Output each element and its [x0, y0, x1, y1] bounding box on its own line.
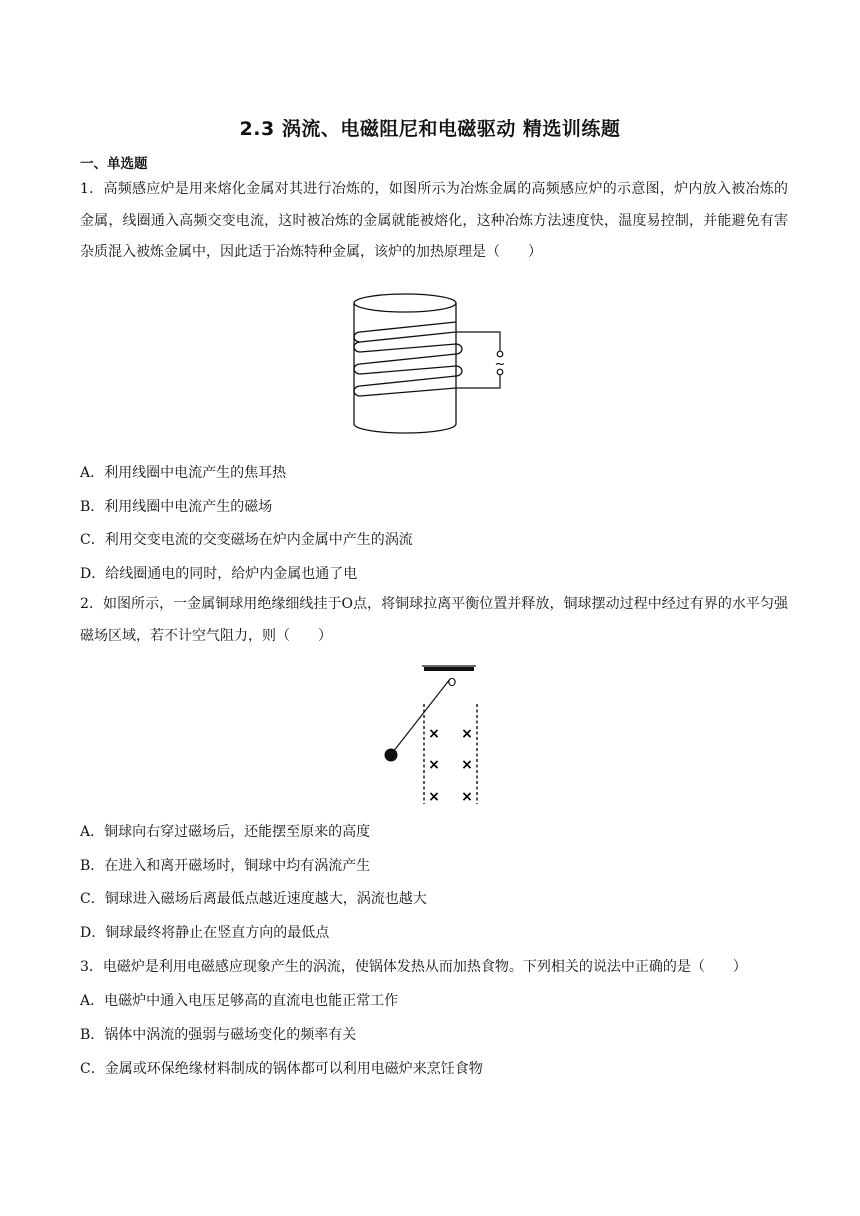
question-1-stem: 1．高频感应炉是用来熔化金属对其进行冶炼的，如图所示为冶炼金属的高频感应炉的示意图，炉内放入被冶炼的金属，线圈通入高频交变电流，这时被冶炼的金属就能被熔化，这种冶炼方法速度快，温度易控制，并能避免有害杂质混入被炼金属中，因此适于冶炼特种金属，该炉的加热原理是（ ）	[80, 181, 788, 260]
document-title: 2.3 涡流、电磁阻尼和电磁驱动 精选训练题	[239, 118, 621, 140]
pivot-label: O	[447, 676, 457, 689]
question-2-option-c: C．铜球进入磁场后离最低点越近速度越大，涡流也越大	[80, 891, 427, 907]
question-3-option-a: A．电磁炉中通入电压足够高的直流电也能正常工作	[80, 993, 399, 1009]
question-1-option-a: A．利用线圈中电流产生的焦耳热	[80, 465, 287, 481]
question-1-option-d: D．给线圈通电的同时，给炉内金属也通了电	[80, 566, 358, 582]
question-2-option-a: A．铜球向右穿过磁场后，还能摆至原来的高度	[80, 824, 371, 840]
pendulum-magnetic-field-figure	[372, 664, 490, 804]
question-2-option-d: D．铜球最终将静止在竖直方向的最低点	[80, 925, 330, 941]
question-2-option-b: B．在进入和离开磁场时，铜球中均有涡流产生	[80, 858, 371, 874]
section-heading: 一、单选题	[80, 156, 148, 172]
question-3-option-b: B．锅体中涡流的强弱与磁场变化的频率有关	[80, 1027, 357, 1043]
field-mark: ×	[461, 757, 473, 773]
field-mark: ×	[428, 726, 440, 742]
field-mark: ×	[428, 757, 440, 773]
field-mark: ×	[461, 726, 473, 742]
question-1-option-c: C．利用交变电流的交变磁场在炉内金属中产生的涡流	[80, 532, 413, 548]
question-2-stem: 2．如图所示，一金属铜球用绝缘细线挂于O点，将铜球拉离平衡位置并释放，铜球摆动过程中经过有界的水平匀强磁场区域，若不计空气阻力，则（ ）	[80, 596, 788, 644]
field-mark: ×	[428, 789, 440, 804]
question-3-stem: 3．电磁炉是利用电磁感应现象产生的涡流，使锅体发热从而加热食物。下列相关的说法中正确的是（ ）	[80, 959, 747, 975]
field-mark: ×	[461, 789, 473, 804]
question-1-option-b: B．利用线圈中电流产生的磁场	[80, 499, 273, 515]
induction-furnace-figure	[340, 292, 520, 434]
ac-source-symbol: ~	[494, 357, 506, 372]
question-3-option-c: C．金属或环保绝缘材料制成的锅体都可以利用电磁炉来烹饪食物	[80, 1061, 483, 1077]
